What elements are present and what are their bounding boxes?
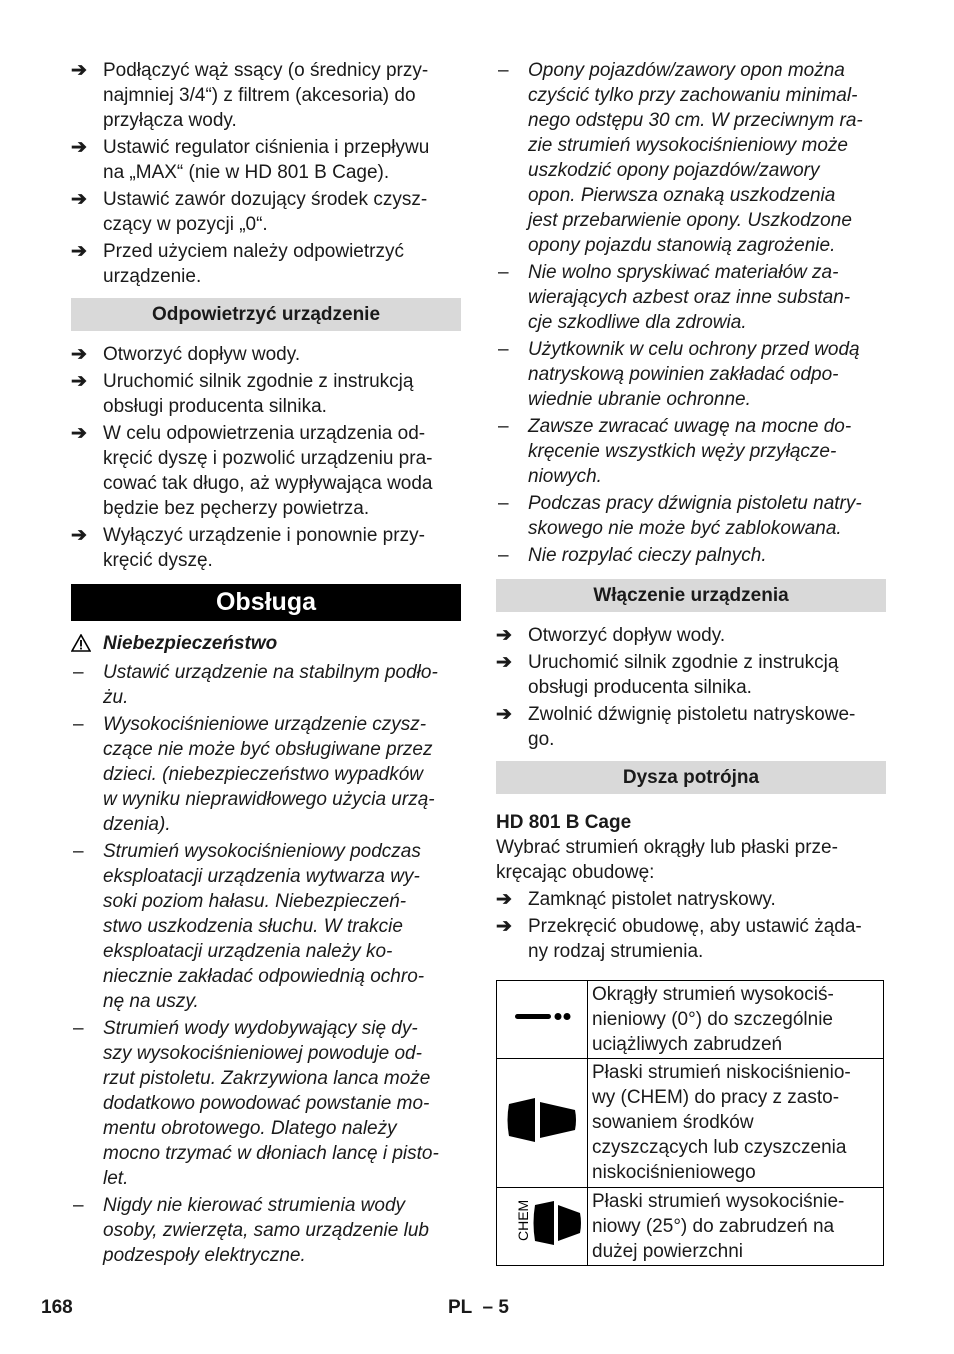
dash-bullet: – — [73, 662, 84, 683]
start-heading: Włączenie urządzenia — [496, 579, 886, 612]
intro-step-item — [71, 187, 461, 237]
vent-step-item — [71, 523, 461, 573]
danger-item — [496, 543, 886, 568]
arrow-bullet-icon: ➔ — [71, 241, 87, 262]
danger-text: Nie rozpylać cieczy palnych. — [528, 545, 767, 566]
start-step-text: Uruchomić silnik zgodnie z instrukcją obsługi producenta silnika. — [528, 652, 839, 698]
vent-step-text: Wyłączyć urządzenie i ponownie przy- kręcić dyszę. — [103, 525, 425, 571]
dash-bullet: – — [73, 1195, 84, 1216]
danger-text: Strumień wody wydobywający się dy- szy wysokociśnieniowej powoduje od- rzut pistoletu. Zakrzywiona lanca może dodatkowo powodować powstanie mo- mentu obrotowego. Dlatego należy mocno trzymać w dłoniach lancę i pisto- let. — [103, 1018, 439, 1189]
dash-bullet: – — [73, 714, 84, 735]
intro-step-item — [71, 239, 461, 289]
page-language-index: PL – 5 — [448, 1297, 509, 1318]
arrow-bullet-icon: ➔ — [71, 371, 87, 392]
arrow-bullet-icon: ➔ — [71, 189, 87, 210]
nozzle-steps — [496, 887, 886, 964]
arrow-bullet-icon: ➔ — [496, 625, 512, 646]
start-step-item — [496, 702, 886, 752]
intro-step-item — [71, 135, 461, 185]
vent-steps — [71, 342, 461, 573]
nozzle-step-text: Przekręcić obudowę, aby ustawić żąda- ny rodzaj strumienia. — [528, 916, 862, 962]
danger-item — [71, 660, 461, 710]
danger-item — [496, 414, 886, 489]
start-step-text: Otworzyć dopływ wody. — [528, 625, 726, 646]
icon-cell — [497, 1059, 588, 1188]
start-step-text: Zwolnić dźwignię pistoletu natryskowe- go. — [528, 704, 856, 750]
round-jet-icon — [502, 1006, 582, 1026]
danger-list — [71, 660, 461, 1268]
danger-label: Niebezpieczeństwo — [103, 633, 278, 654]
dash-bullet: – — [498, 545, 509, 566]
danger-item — [496, 491, 886, 541]
vent-step-text: W celu odpowietrzenia urządzenia od- kręcić dyszę i pozwolić urządzeniu pra- cować tak długo, aż wypływająca woda będzie bez pęcherzy powietrza. — [103, 423, 433, 519]
intro-step-item — [71, 58, 461, 133]
page-number: 168 — [41, 1297, 73, 1318]
danger-item — [496, 260, 886, 335]
dash-bullet: – — [73, 841, 84, 862]
arrow-bullet-icon: ➔ — [71, 344, 87, 365]
chem-label: CHEM — [515, 1199, 531, 1241]
danger-item — [496, 337, 886, 412]
start-step-item — [496, 650, 886, 700]
dash-bullet: – — [498, 416, 509, 437]
dash-bullet: – — [498, 493, 509, 514]
arrow-bullet-icon: ➔ — [71, 60, 87, 81]
arrow-bullet-icon: ➔ — [496, 652, 512, 673]
danger-text: Strumień wysokociśnieniowy podczas eksploatacji urządzenia wytwarza wy- soki poziom hałasu. Niebezpieczeń- stwo uszkodzenia słuchu. W trakcie eksploatacji urządzenia należy ko- niecznie zakładać odpowiednią ochro- nę na uszy. — [103, 841, 425, 1012]
vent-step-text: Otworzyć dopływ wody. — [103, 344, 301, 365]
arrow-bullet-icon: ➔ — [71, 423, 87, 444]
danger-text: Nie wolno spryskiwać materiałów za- wierających azbest oraz inne substan- cje szkodliwe dla zdrowia. — [528, 262, 851, 333]
danger-label-row — [71, 631, 461, 656]
intro-steps — [71, 58, 461, 289]
table-row — [497, 1059, 884, 1188]
danger-item — [71, 1016, 461, 1191]
warning-triangle-icon — [71, 634, 91, 652]
danger-item — [71, 1193, 461, 1268]
icon-cell — [497, 1188, 588, 1266]
intro-step-text: Ustawić regulator ciśnienia i przepływu na „MAX“ (nie w HD 801 B Cage). — [103, 137, 430, 183]
danger-text: Ustawić urządzenie na stabilnym podło- żu. — [103, 662, 438, 708]
arrow-bullet-icon: ➔ — [496, 889, 512, 910]
danger-text: Opony pojazdów/zawory opon można czyścić tylko przy zachowaniu minimal- nego odstępu 30 cm. W przeciwnym ra- zie strumień wysokociśnieniowy może uszkodzić opony pojazdów/zawory opon. Pierwsza oznaką uszkodzenia jest przebarwienie opony. Uszkodzone opony pojazdu stanowią zagrożenie. — [528, 60, 863, 256]
flat-jet-low-pressure-icon — [505, 1096, 579, 1144]
vent-step-text: Uruchomić silnik zgodnie z instrukcją obsługi producenta silnika. — [103, 371, 414, 417]
arrow-bullet-icon: ➔ — [71, 525, 87, 546]
nozzle-heading: Dysza potrójna — [496, 761, 886, 794]
dash-bullet: – — [73, 1018, 84, 1039]
arrow-bullet-icon: ➔ — [71, 137, 87, 158]
intro-step-text: Ustawić zawór dozujący środek czysz- czący w pozycji „0“. — [103, 189, 428, 235]
danger-text: Wysokociśnieniowe urządzenie czysz- czące nie może być obsługiwane przez dzieci. (niebezpieczeństwo wypadków w wyniku nieprawidłowego użycia urzą- dzenia). — [103, 714, 435, 835]
vent-step-item — [71, 342, 461, 367]
table-text: Płaski strumień wysokociśnie- niowy (25°) do zabrudzeń na dużej powierzchni — [588, 1188, 884, 1266]
vent-step-item — [71, 421, 461, 521]
dash-bullet: – — [498, 60, 509, 81]
flat-jet-chem-icon — [502, 1195, 582, 1251]
danger-item — [71, 712, 461, 837]
danger-item — [496, 58, 886, 258]
table-row — [497, 1188, 884, 1266]
vent-heading: Odpowietrzyć urządzenie — [71, 298, 461, 331]
table-text: Okrągły strumień wysokociś- nieniowy (0°) do szczególnie uciążliwych zabrudzeń — [588, 981, 884, 1059]
left-column — [71, 58, 461, 1270]
start-step-item — [496, 623, 886, 648]
intro-step-text: Przed użyciem należy odpowietrzyć urządzenie. — [103, 241, 404, 287]
dash-bullet: – — [498, 339, 509, 360]
danger-item — [71, 839, 461, 1014]
table-row — [497, 981, 884, 1059]
arrow-bullet-icon: ➔ — [496, 916, 512, 937]
table-text: Płaski strumień niskociśnienio- wy (CHEM) do pracy z zasto- sowaniem środków czyszczących lub czyszczenia niskociśnieniowego — [588, 1059, 884, 1188]
arrow-bullet-icon: ➔ — [496, 704, 512, 725]
danger-text: Zawsze zwracać uwagę na mocne do- kręcenie wszystkich węży przyłącze- niowych. — [528, 416, 852, 487]
danger-text: Użytkownik w celu ochrony przed wodą natryskową powinien zakładać odpo- wiednie ubranie ochronne. — [528, 339, 860, 410]
icon-cell — [497, 981, 588, 1059]
nozzle-step-text: Zamknąć pistolet natryskowy. — [528, 889, 776, 910]
dash-bullet: – — [498, 262, 509, 283]
vent-step-item — [71, 369, 461, 419]
nozzle-step-item — [496, 887, 886, 912]
main-heading: Obsługa — [71, 584, 461, 621]
model-name: HD 801 B Cage — [496, 812, 632, 833]
start-steps — [496, 623, 886, 752]
nozzle-table — [496, 980, 884, 1266]
nozzle-step-item — [496, 914, 886, 964]
nozzle-intro: Wybrać strumień okrągły lub płaski prze- kręcając obudowę: — [496, 837, 838, 883]
danger-text: Nigdy nie kierować strumienia wody osoby, zwierzęta, samo urządzenie lub podzespoły elektryczne. — [103, 1195, 429, 1266]
right-column — [496, 58, 886, 1266]
intro-step-text: Podłączyć wąż ssący (o średnicy przy- najmniej 3/4“) z filtrem (akcesoria) do przyłącza wody. — [103, 60, 429, 131]
danger-list-continued — [496, 58, 886, 568]
danger-text: Podczas pracy dźwignia pistoletu natry- skowego nie może być zablokowana. — [528, 493, 862, 539]
